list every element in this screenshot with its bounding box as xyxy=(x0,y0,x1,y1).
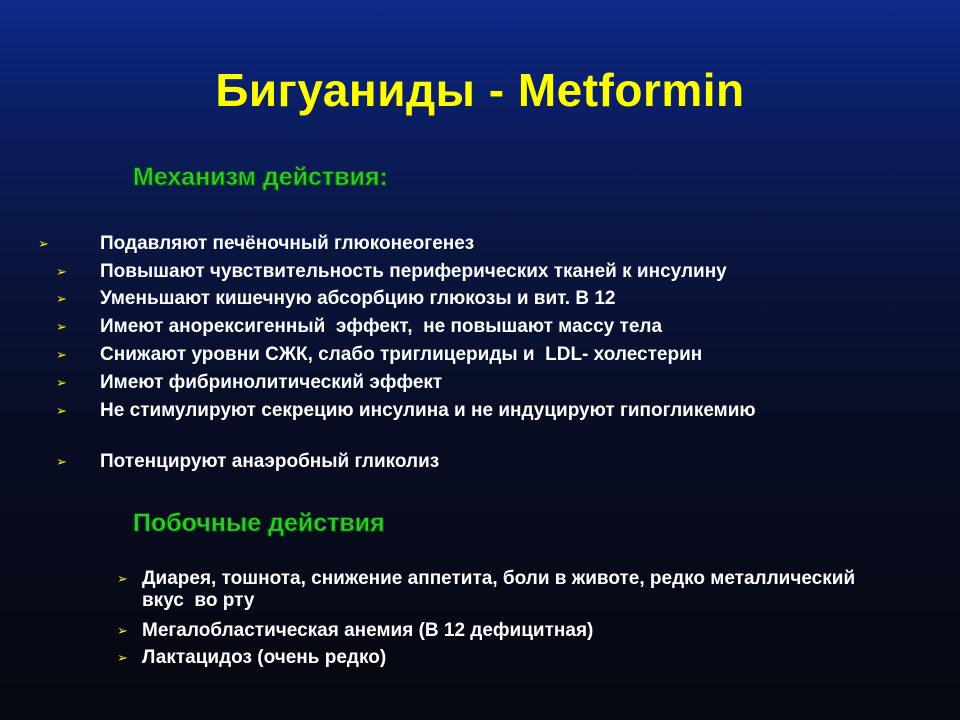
list-item xyxy=(56,288,920,310)
list-item xyxy=(56,261,920,283)
mechanism-item-4: Имеют анорексигенный эффект, не повышают массу тела xyxy=(100,316,663,337)
list-item xyxy=(56,344,920,366)
side-effects-heading: Побочные действия xyxy=(133,509,385,537)
arrow-bullet-icon: ➢ xyxy=(117,623,128,638)
arrow-bullet-icon: ➢ xyxy=(56,264,67,279)
list-item xyxy=(117,620,882,642)
mechanism-item-3: Уменьшают кишечную абсорбцию глюкозы и вит. В 12 xyxy=(100,288,616,309)
list-item xyxy=(56,400,790,422)
side-effect-item-1: Диарея, тошнота, снижение аппетита, боли в животе, редко металлический вкус во рту xyxy=(142,568,861,611)
mechanism-item-1: Подавляют печёночный глюконеогенез xyxy=(100,233,475,254)
list-item xyxy=(56,316,920,338)
slide-title: Бигуаниды - Metformin xyxy=(215,64,745,116)
mechanism-item-7: Не стимулируют секрецию инсулина и не индуцируют гипогликемию xyxy=(100,400,756,421)
mechanism-item-5: Снижают уровни СЖК, слабо триглицериды и LDL- холестерин xyxy=(100,344,703,365)
side-effect-item-3: Лактацидоз (очень редко) xyxy=(142,647,387,668)
arrow-bullet-icon: ➢ xyxy=(56,319,67,334)
side-effect-item-2: Мегалобластическая анемия (В 12 дефицитная) xyxy=(142,620,594,641)
arrow-bullet-icon: ➢ xyxy=(38,236,49,251)
list-item xyxy=(117,568,882,612)
arrow-bullet-icon: ➢ xyxy=(56,454,67,469)
mechanism-item-2: Повышают чувствительность периферических тканей к инсулину xyxy=(100,261,727,282)
mechanism-heading: Механизм действия: xyxy=(133,163,388,191)
list-item xyxy=(38,233,920,255)
mechanism-item-6: Имеют фибринолитический эффект xyxy=(100,372,443,393)
arrow-bullet-icon: ➢ xyxy=(117,571,128,586)
list-item xyxy=(56,451,920,473)
arrow-bullet-icon: ➢ xyxy=(117,650,128,665)
list-item xyxy=(117,647,882,669)
arrow-bullet-icon: ➢ xyxy=(56,403,67,418)
arrow-bullet-icon: ➢ xyxy=(56,347,67,362)
arrow-bullet-icon: ➢ xyxy=(56,375,67,390)
arrow-bullet-icon: ➢ xyxy=(56,291,67,306)
list-item xyxy=(56,372,920,394)
mechanism-item-8: Потенцируют анаэробный гликолиз xyxy=(100,451,440,472)
